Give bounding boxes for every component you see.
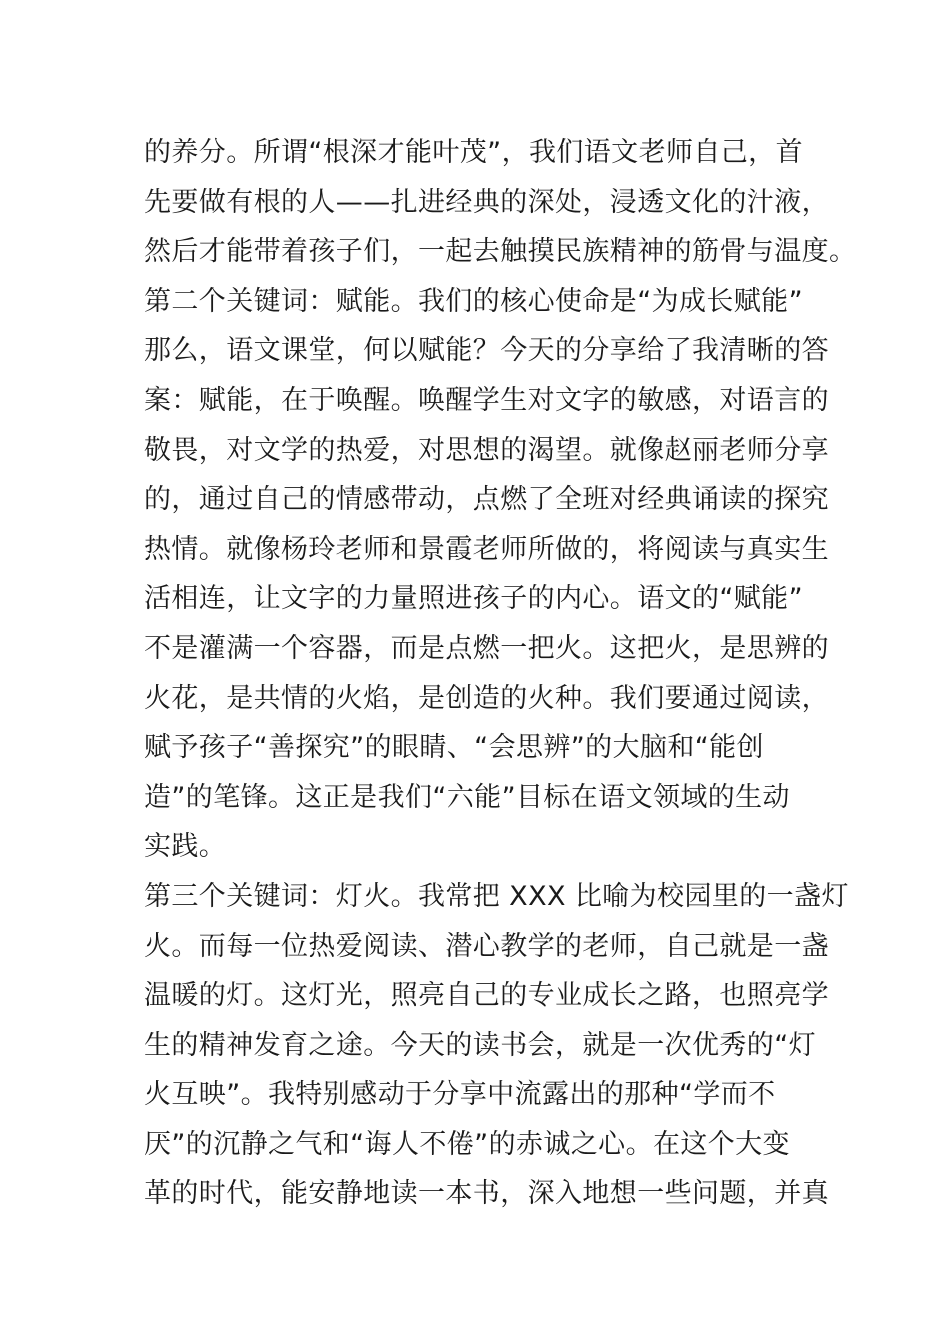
text-line: 赋予孩子“善探究”的眼睛、“会思辨”的大脑和“能创 <box>144 732 764 764</box>
text-line: 先要做有根的人——扎进经典的深处，浸透文化的汁液， <box>144 186 829 218</box>
text-line: 火。而每一位热爱阅读、潜心教学的老师，自己就是一盏 <box>144 930 829 962</box>
text-line: 火花，是共情的火焰，是创造的火种。我们要通过阅读， <box>144 682 829 714</box>
text-line: 厌”的沉静之气和“诲人不倦”的赤诚之心。在这个大变 <box>144 1128 790 1160</box>
text-line: 活相连，让文字的力量照进孩子的内心。语文的“赋能” <box>144 583 803 615</box>
text-line: 的，通过自己的情感带动，点燃了全班对经典诵读的探究 <box>144 484 829 516</box>
text-line: 革的时代，能安静地读一本书，深入地想一些问题，并真 <box>144 1178 829 1210</box>
text-line: 火互映”。我特别感动于分享中流露出的那种“学而不 <box>144 1079 776 1111</box>
text-line: 敬畏，对文学的热爱，对思想的渴望。就像赵丽老师分享 <box>144 434 829 466</box>
text-line: 第三个关键词：灯火。我常把 XXX 比喻为校园里的一盏灯 <box>144 880 849 912</box>
text-line: 造”的笔锋。这正是我们“六能”目标在语文领域的生动 <box>144 781 790 813</box>
text-line: 第二个关键词：赋能。我们的核心使命是“为成长赋能” <box>144 285 803 317</box>
text-line: 的养分。所谓“根深才能叶茂”，我们语文老师自己，首 <box>144 137 803 168</box>
text-line: 生的精神发育之途。今天的读书会，就是一次优秀的“灯 <box>144 1029 816 1061</box>
body-text <box>144 128 857 1219</box>
text-line: 案：赋能，在于唤醒。唤醒学生对文字的敏感，对语言的 <box>144 384 829 416</box>
text-line: 那么，语文课堂，何以赋能？今天的分享给了我清晰的答 <box>144 335 829 367</box>
text-line: 热情。就像杨玲老师和景霞老师所做的，将阅读与真实生 <box>144 533 829 565</box>
text-line: 实践。 <box>144 831 227 863</box>
text-line: 温暖的灯。这灯光，照亮自己的专业成长之路，也照亮学 <box>144 980 829 1012</box>
text-line: 然后才能带着孩子们，一起去触摸民族精神的筋骨与温度。 <box>144 236 857 268</box>
text-line: 不是灌满一个容器，而是点燃一把火。这把火，是思辨的 <box>144 632 829 664</box>
